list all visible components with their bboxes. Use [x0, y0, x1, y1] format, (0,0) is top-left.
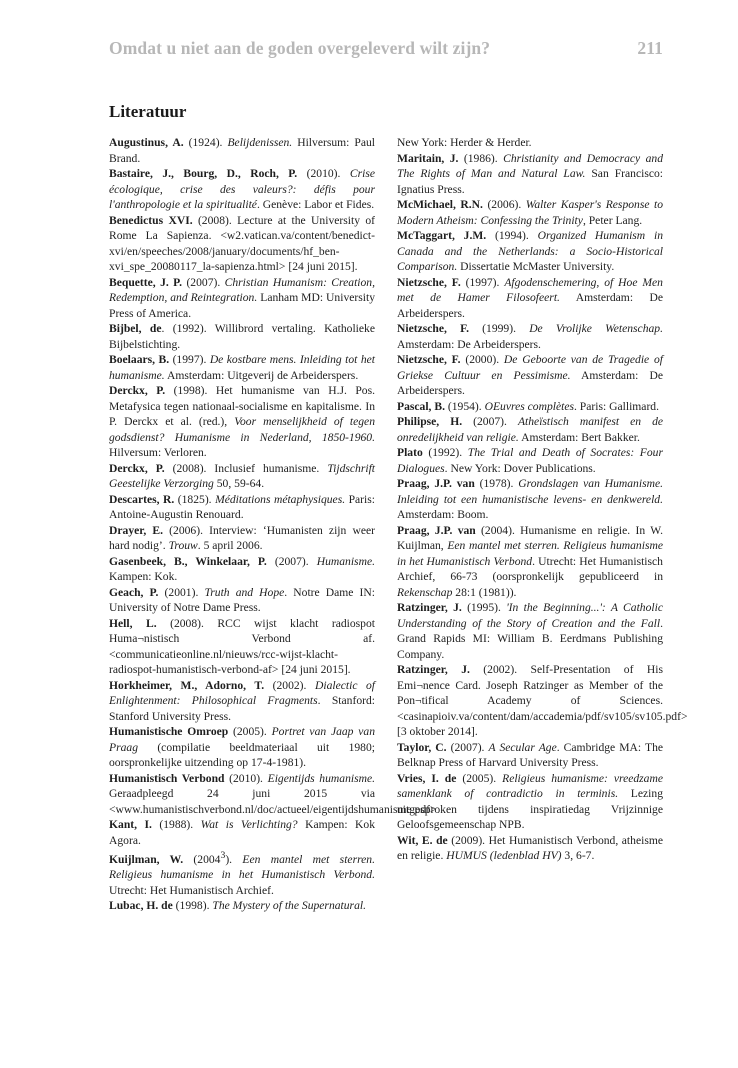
bibliography-entry	[397, 275, 663, 322]
entry-author: Wit, E. de	[397, 833, 448, 847]
entry-text: (1924).	[183, 136, 228, 149]
running-header	[109, 38, 663, 59]
bibliography-entry	[109, 678, 375, 725]
entry-text: New York: Herder & Herder.	[397, 136, 532, 149]
entry-text: . 5 april 2006.	[197, 539, 263, 552]
entry-text: Amsterdam: De Arbeiderspers.	[397, 291, 663, 320]
entry-text: Hilversum: Paul Brand.	[109, 136, 375, 165]
entry-text: . Utrecht: Het Humanistisch Archief, 66-73 (oorspronkelijk gepubliceerd in	[397, 554, 663, 583]
entry-text: Amsterdam: Uitgeverij de Arbeiderspers.	[164, 368, 359, 382]
bibliography-entry	[397, 414, 663, 445]
entry-text: Amsterdam: De Arbeiderspers.	[397, 368, 663, 397]
entry-text: , Peter Lang.	[582, 213, 643, 227]
entry-title: Dialectic of Enlightenment: Philosophical Fragments	[109, 678, 375, 707]
entry-author: Nietzsche, F.	[397, 353, 461, 366]
entry-text: . (1992). Willibrord vertaling. Katholieke Bijbelstichting.	[109, 322, 375, 351]
entry-author: Benedictus XVI.	[109, 213, 193, 227]
bibliography-entry	[397, 228, 663, 275]
entry-text: Geraadpleegd 24 juni 2015 via <www.humanistischverbond.nl/doc/actueel/eigentijdshumanisme.pdf>	[109, 787, 437, 816]
entry-author: Horkheimer, M., Adorno, T.	[109, 678, 265, 692]
entry-author: Philipse, H.	[397, 415, 463, 428]
entry-author: Hell, L.	[109, 616, 157, 630]
entry-title: Religieus humanisme: vreedzame samenklank of contradictio in terminis.	[397, 771, 663, 800]
entry-title: Humanisme.	[316, 554, 375, 568]
bibliography-entry	[109, 383, 375, 461]
entry-text: (2001).	[158, 585, 205, 599]
bibliography-entry	[109, 461, 375, 492]
entry-title: Rekenschap	[397, 585, 453, 599]
entry-author: Praag, J.P. van	[397, 523, 476, 537]
entry-title: The Trial and Death of Socrates: Four Dialogues	[397, 446, 663, 475]
entry-text: (2010).	[297, 167, 350, 180]
entry-author: Humanistisch Verbond	[109, 771, 225, 785]
entry-text: (2005).	[456, 771, 503, 785]
entry-author: Descartes, R.	[109, 492, 175, 506]
entry-superscript: 3	[220, 850, 226, 861]
bibliography-entry	[397, 833, 663, 864]
entry-title: Een mantel met sterren. Religieus humanisme in het Humanistisch Verbond	[397, 539, 663, 568]
entry-author: Derckx, P.	[109, 461, 165, 475]
entry-text: Hilversum: Verloren.	[109, 446, 207, 459]
entry-title: The Mystery of the Supernatural.	[212, 899, 366, 913]
entry-text: . Genève: Labor et Fides.	[256, 198, 375, 211]
entry-text: (1998).	[172, 899, 213, 913]
entry-author: Nietzsche, F.	[397, 322, 469, 335]
entry-text: Lezing uitgesproken tijdens inspiratiedag Vrijzinnige Geloofsgemeenschap NPB.	[397, 787, 663, 831]
entry-title: A Secular Age	[488, 740, 557, 754]
entry-title: Atheïstisch manifest en de onredelijkheid van religie.	[397, 415, 664, 444]
entry-text: . Notre Dame IN: University of Notre Dame Press.	[109, 585, 375, 614]
bibliography-entry	[109, 135, 375, 166]
bibliography-entry	[397, 135, 663, 151]
entry-author: Maritain, J.	[397, 151, 459, 165]
entry-text: ).	[225, 852, 243, 866]
bibliography-entry	[109, 352, 375, 383]
entry-title: Crise écologique, crise des valeurs?: défis pour l'anthropologie et la spiritualité	[109, 167, 375, 211]
entry-author: Bijbel, de	[109, 322, 162, 335]
entry-author: Augustinus, A.	[109, 136, 184, 149]
entry-text: Kampen: Kok Agora.	[109, 818, 376, 847]
entry-text: . Cambridge MA: The Belknap Press of Harvard University Press.	[397, 740, 664, 769]
entry-text: (2004). Humanisme en religie. In W. Kuijlman,	[397, 523, 663, 552]
entry-title: Christian Humanism: Creation, Redemption, and Reintegration.	[109, 275, 376, 304]
entry-text: (1825).	[174, 492, 216, 506]
entry-text: (2007).	[446, 740, 489, 754]
section-heading: Literatuur	[109, 102, 187, 121]
entry-author: McMichael, R.N.	[397, 198, 483, 211]
entry-author: Nietzsche, F.	[397, 275, 461, 289]
entry-text: Amsterdam: Boom.	[397, 508, 489, 521]
entry-text: Lanham MD: University Press of America.	[109, 291, 376, 320]
bibliography-entry	[397, 740, 663, 771]
entry-text: (2006). Interview: ‘Humanisten zijn weer hard nodig’.	[109, 523, 375, 552]
entry-text: Amsterdam: Bert Bakker.	[518, 430, 640, 444]
entry-text: (2008). Inclusief humanisme.	[164, 461, 328, 475]
bibliography-entry	[397, 197, 663, 228]
entry-text: Kampen: Kok.	[109, 570, 178, 583]
entry-title: Truth and Hope	[204, 585, 285, 599]
entry-text: Paris: Antoine-Augustin Renouard.	[109, 492, 375, 521]
entry-text: (1994).	[486, 229, 538, 242]
entry-text: San Francisco: Ignatius Press.	[397, 167, 663, 196]
entry-text: (2004	[183, 852, 221, 866]
bibliography-column-right	[397, 135, 688, 864]
entry-text: (2002). Self-Presentation of His Emi¬nence Card. Joseph Ratzinger as Member of the Pon¬tifical Academy of Sciences. <casinapioiv.va/content/dam/accademia/pdf/sv105/sv105.pdf> [3 oktober 2014].	[397, 663, 688, 738]
entry-text: (2007).	[266, 554, 317, 568]
entry-title: HUMUS (ledenblad HV)	[446, 849, 562, 862]
entry-text: (1997).	[169, 353, 210, 366]
bibliography-entry	[109, 492, 375, 523]
entry-text: (2007).	[462, 415, 518, 428]
bibliography-entry	[397, 771, 663, 833]
entry-author: Lubac, H. de	[109, 899, 173, 913]
entry-title: De kostbare mens. Inleiding tot het humanisme.	[109, 353, 376, 382]
entry-title: Afgodenschemering, of Hoe Men met de Hamer Filosofeert.	[397, 275, 663, 304]
entry-text: 28:1 (1981)).	[452, 585, 517, 599]
bibliography-entry	[397, 476, 663, 523]
entry-title: Wat is Verlichting?	[200, 818, 298, 831]
entry-title: Een mantel met sterren. Religieus humanisme in het Humanistisch Verbond.	[109, 852, 375, 882]
bibliography-entry	[397, 151, 663, 198]
entry-text: . Stanford: Stanford University Press.	[109, 694, 375, 723]
entry-title: Belijdenissen.	[227, 136, 293, 149]
bibliography-entry	[397, 523, 663, 601]
entry-title: 'In the Beginning...': A Catholic Understanding of the Story of Creation and the Fall	[397, 601, 663, 630]
entry-title: Walter Kasper's Response to Modern Atheism: Confessing the Trinity	[397, 198, 664, 227]
entry-text: (1986).	[458, 151, 504, 165]
bibliography-entry	[109, 554, 375, 585]
entry-text: (1992).	[422, 446, 468, 459]
entry-text: 3, 6-7.	[561, 849, 595, 862]
entry-author: Gasenbeek, B., Winkelaar, P.	[109, 554, 267, 568]
entry-author: Vries, I. de	[397, 771, 457, 785]
bibliography-entry	[397, 600, 663, 662]
entry-text: (2006).	[482, 198, 526, 211]
entry-title: Grondslagen van Humanisme. Inleiding tot een humanistische levens- en denkwereld.	[397, 477, 663, 506]
entry-title: OEuvres complètes	[484, 399, 574, 413]
entry-text: (2010).	[224, 771, 268, 785]
entry-text: (1954).	[444, 399, 485, 413]
entry-title: De Geboorte van de Tragedie of Griekse Cultuur en Pessimisme.	[397, 353, 663, 382]
entry-author: Taylor, C.	[397, 740, 447, 754]
bibliography-entry	[109, 585, 375, 616]
entry-text: (1998). Het humanisme van H.J. Pos. Metafysica tegen nationaal-socialisme en kapitalisme. In P. Derckx et al. (red.),	[109, 384, 375, 428]
entry-text: (1997).	[460, 275, 505, 289]
entry-author: Geach, P.	[109, 585, 159, 599]
entry-text: 50, 59-64.	[213, 477, 265, 490]
bibliography-entry	[397, 399, 663, 415]
entry-text: (2007).	[182, 275, 225, 289]
entry-text: Dissertatie McMaster University.	[457, 260, 615, 273]
entry-author: Boelaars, B.	[109, 353, 170, 366]
entry-author: Ratzinger, J.	[397, 663, 470, 676]
entry-title: Christianity and Democracy and The Rights of Man and Natural Law.	[397, 151, 663, 180]
entry-text: (2002).	[264, 678, 315, 692]
bibliography-entry	[397, 321, 663, 352]
entry-text: . Grand Rapids MI: William B. Eerdmans Publishing Company.	[397, 616, 663, 661]
entry-text: (1988).	[151, 818, 201, 831]
bibliography-entry	[109, 523, 375, 554]
bibliography-entry	[109, 166, 375, 213]
entry-title: Méditations métaphysiques.	[215, 492, 346, 506]
entry-author: Pascal, B.	[397, 399, 445, 413]
running-title: Omdat u niet aan de goden overgeleverd wilt zijn?	[109, 38, 491, 58]
entry-title: Trouw	[168, 539, 198, 552]
entry-text: (compilatie beeldmateriaal uit 1980; oorspronkelijke uitzending op 17-4-1981).	[109, 740, 375, 769]
entry-text: (1978).	[474, 477, 519, 490]
entry-author: Plato	[397, 446, 423, 459]
entry-author: Drayer, E.	[109, 523, 164, 537]
entry-text: Utrecht: Het Humanistisch Archief.	[109, 883, 274, 897]
entry-text: (2008). Lecture at the University of Rome La Sapienza. <w2.vatican.va/content/benedict-xvi/en/speeches/2008/january/documents/hf_ben-xvi_spe_20080117_la-sapienza.html> [24 juni 2015].	[109, 213, 375, 273]
bibliography-entry	[109, 848, 375, 898]
entry-author: Humanistische Omroep	[109, 725, 229, 738]
entry-author: Ratzinger, J.	[397, 601, 462, 614]
bibliography-entry	[109, 817, 375, 848]
entry-author: Derckx, P.	[109, 384, 166, 397]
entry-text: (2008). RCC wijst klacht radiospot Huma¬nistisch Verbond af. <communicatieonline.nl/nieuws/rcc-wijst-klacht-radiospot-humanistisch-verbond-af> [24 juni 2015].	[109, 616, 375, 676]
bibliography-entry	[397, 445, 663, 476]
entry-text: (2009). Het Humanistisch Verbond, atheisme en religie.	[397, 833, 663, 862]
entry-title: Tijdschrift Geestelijke Verzorging	[109, 461, 376, 490]
entry-text: (1995).	[461, 601, 507, 614]
entry-author: Bastaire, J., Bourg, D., Roch, P.	[109, 167, 298, 180]
bibliography-entry	[397, 662, 688, 740]
bibliography-entry	[109, 275, 375, 322]
entry-title: Voor menselijkheid of tegen godsdienst? Humanisme in Nederland, 1850-1960.	[109, 415, 375, 444]
entry-title: De Vrolijke Wetenschap.	[529, 322, 663, 335]
bibliography-entry	[109, 616, 375, 678]
entry-text: . Paris: Gallimard.	[574, 399, 660, 413]
entry-author: Kant, I.	[109, 818, 152, 831]
entry-text: . New York: Dover Publications.	[444, 461, 596, 475]
page-number: 211	[637, 38, 663, 58]
entry-title: Eigentijds humanisme.	[267, 771, 376, 785]
entry-author: Praag, J.P. van	[397, 477, 475, 490]
entry-author: McTaggart, J.M.	[397, 229, 487, 242]
entry-text: (2000).	[460, 353, 504, 366]
entry-title: Portret van Jaap van Praag	[109, 725, 375, 754]
entry-title: Organized Humanism in Canada and the Netherlands: a Socio-Historical Comparison.	[397, 229, 663, 273]
bibliography-entry	[397, 352, 663, 399]
entry-text: Amsterdam: De Arbeiderspers.	[397, 337, 541, 351]
entry-author: Bequette, J. P.	[109, 275, 183, 289]
bibliography-entry	[109, 213, 375, 275]
entry-text: (2005).	[228, 725, 272, 738]
bibliography-entry	[109, 898, 375, 914]
entry-text: (1999).	[469, 322, 530, 335]
entry-author: Kuijlman, W.	[109, 852, 184, 866]
bibliography-entry	[109, 321, 375, 352]
bibliography-entry	[109, 724, 375, 771]
